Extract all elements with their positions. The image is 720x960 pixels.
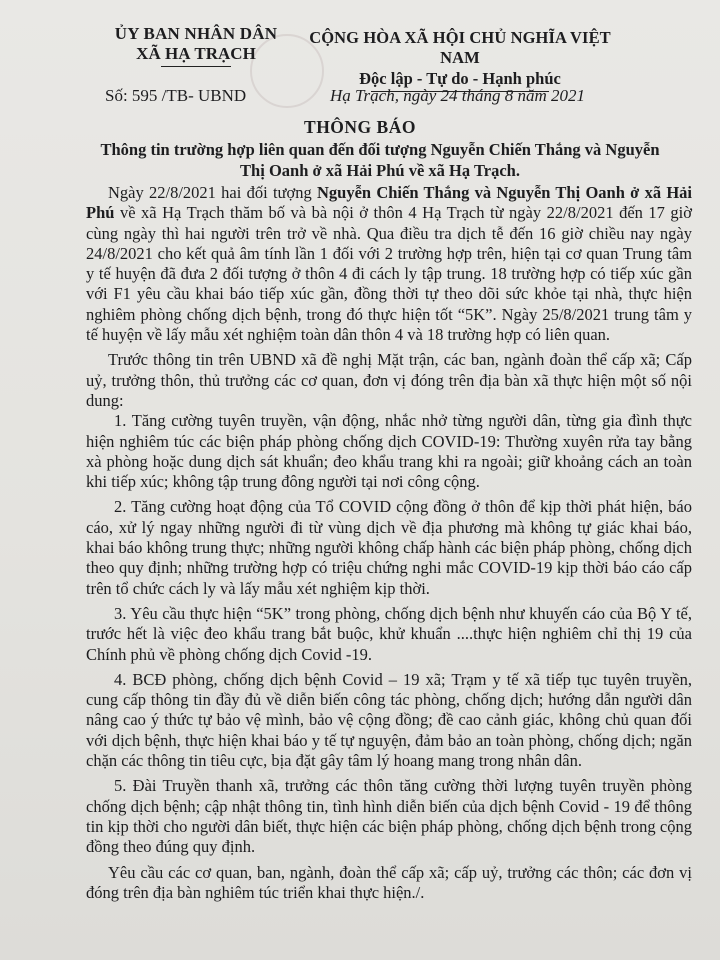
paragraph-intro-rest: về xã Hạ Trạch thăm bố và bà nội ở thôn 4 Hạ Trạch từ ngày 22/8/2021 đến 17 giờ cùng ngày thì hai người trên trở về nhà. Qua điều tra dịch tễ đến 16 giờ chiều nay ngày 24/8/2021 cho kết quả âm tính lần 1 đối với 2 trường hợp trên, hiện tại cơ quan Trung tâm y tế huyện đã đưa 2 đối tượng ở thôn 4 đi cách ly tập trung. 18 trường hợp có tiếp xúc gần với F1 yêu cầu khai báo tiếp xúc gần, đồng thời tự theo dõi sức khỏe tại nhà, thực hiện nghiêm phòng chống dịch bệnh, trong đó thực hiện tốt “5K”. Ngày 25/8/2021 trung tâm y tế huyện về lấy mẫu xét nghiệm toàn dân thôn 4 và 18 trường hợp có liên quan. xyxy=(86,203,692,345)
paragraph-request: Trước thông tin trên UBND xã đề nghị Mặt trận, các ban, ngành đoàn thể cấp xã; Cấp uỷ, trưởng thôn, thủ trưởng các cơ quan, đơn vị đóng trên địa bàn xã thực hiện một số nội dung: xyxy=(86,350,692,410)
national-header-block xyxy=(300,28,620,92)
issuing-agency-block xyxy=(96,24,296,67)
list-item-2: 2. Tăng cường hoạt động của Tổ COVID cộng đồng ở thôn để kịp thời phát hiện, báo cáo, xử lý ngay những người đi từ vùng dịch về địa phương mà không tự giác khai báo, khai báo không trung thực; những người không chấp hành các biện pháp phòng, chống dịch theo quy định; những trường hợp có triệu chứng nghi mắc COVID-19 kịp thời báo cáo cấp trên tổ chức cách ly và lấy mẫu xét nghiệm kịp thời. xyxy=(86,497,692,598)
list-item-1: 1. Tăng cường tuyên truyền, vận động, nhắc nhở từng người dân, từng gia đình thực hiện nghiêm túc các biện pháp phòng chống dịch COVID-19: Thường xuyên rửa tay bằng xà phòng hoặc dung dịch sát khuẩn; đeo khẩu trang khi ra ngoài; giữ khoảng cách an toàn khi tiếp xúc; không tập trung đông người tại nơi công cộng. xyxy=(86,411,692,492)
document-title: THÔNG BÁO xyxy=(304,117,416,137)
list-item-4: 4. BCĐ phòng, chống dịch bệnh Covid – 19 xã; Trạm y tế xã tiếp tục tuyên truyền, cung cấp thông tin đầy đủ về diễn biến công tác phòng, chống dịch; hướng dẫn người dân nâng cao ý thức tự bảo vệ mình, bảo vệ cộng đồng; đề cao cảnh giác, không chủ quan đối với dịch bệnh, thực hiện khai báo y tế tự nguyện, đảm bảo an toàn phòng, chống dịch; ngăn chặn các thông tin tiêu cực, bịa đặt gây tâm lý hoang mang trong nhân dân. xyxy=(86,669,692,771)
paragraph-intro xyxy=(86,183,692,345)
list-item-3: 3. Yêu cầu thực hiện “5K” trong phòng, chống dịch bệnh như khuyến cáo của Bộ Y tế, trước hết là việc đeo khẩu trang bắt buộc, khử khuẩn ....thực hiện nghiêm chỉ thị 19 của Chính phủ về phòng chống dịch Covid -19. xyxy=(86,603,692,664)
paragraph-intro-lead: Ngày 22/8/2021 hai đối tượng xyxy=(108,183,317,202)
place-and-date: Hạ Trạch, ngày 24 tháng 8 năm 2021 xyxy=(330,86,585,105)
motto: Độc lập - Tự do - Hạnh phúc xyxy=(359,69,561,88)
subject-names: Nguyễn Chiến Thắng và Nguyễn Thị Oanh ở xã Hải Phú xyxy=(86,183,692,223)
agency-line-2: XÃ HẠ TRẠCH xyxy=(136,44,256,63)
agency-line-1: ỦY BAN NHÂN DÂN xyxy=(114,24,278,43)
document-subtitle: Thông tin trường hợp liên quan đến đối tượng Nguyễn Chiến Thắng và Nguyễn Thị Oanh ở xã Hải Phú về xã Hạ Trạch. xyxy=(100,140,660,180)
agency-underline xyxy=(161,66,231,67)
document-number: Số: 595 /TB- UBND xyxy=(105,86,247,105)
list-item-5: 5. Đài Truyền thanh xã, trưởng các thôn tăng cường thời lượng tuyên truyền phòng chống dịch bệnh; cập nhật thông tin, tình hình diễn biến của dịch bệnh Covid - 19 để thông tin kịp thời cho người dân biết, thực hiện các biện pháp phòng, chống dịch bệnh trong cộng đồng theo đúng quy định. xyxy=(86,776,692,857)
country-name: CỘNG HÒA XÃ HỘI CHỦ NGHĨA VIỆT NAM xyxy=(309,28,611,67)
closing-paragraph: Yêu cầu các cơ quan, ban, ngành, đoàn thể cấp xã; cấp uỷ, trưởng các thôn; các đơn vị đóng trên địa bàn nghiêm túc triển khai thực hiện./. xyxy=(86,862,692,902)
document-body xyxy=(86,183,692,903)
